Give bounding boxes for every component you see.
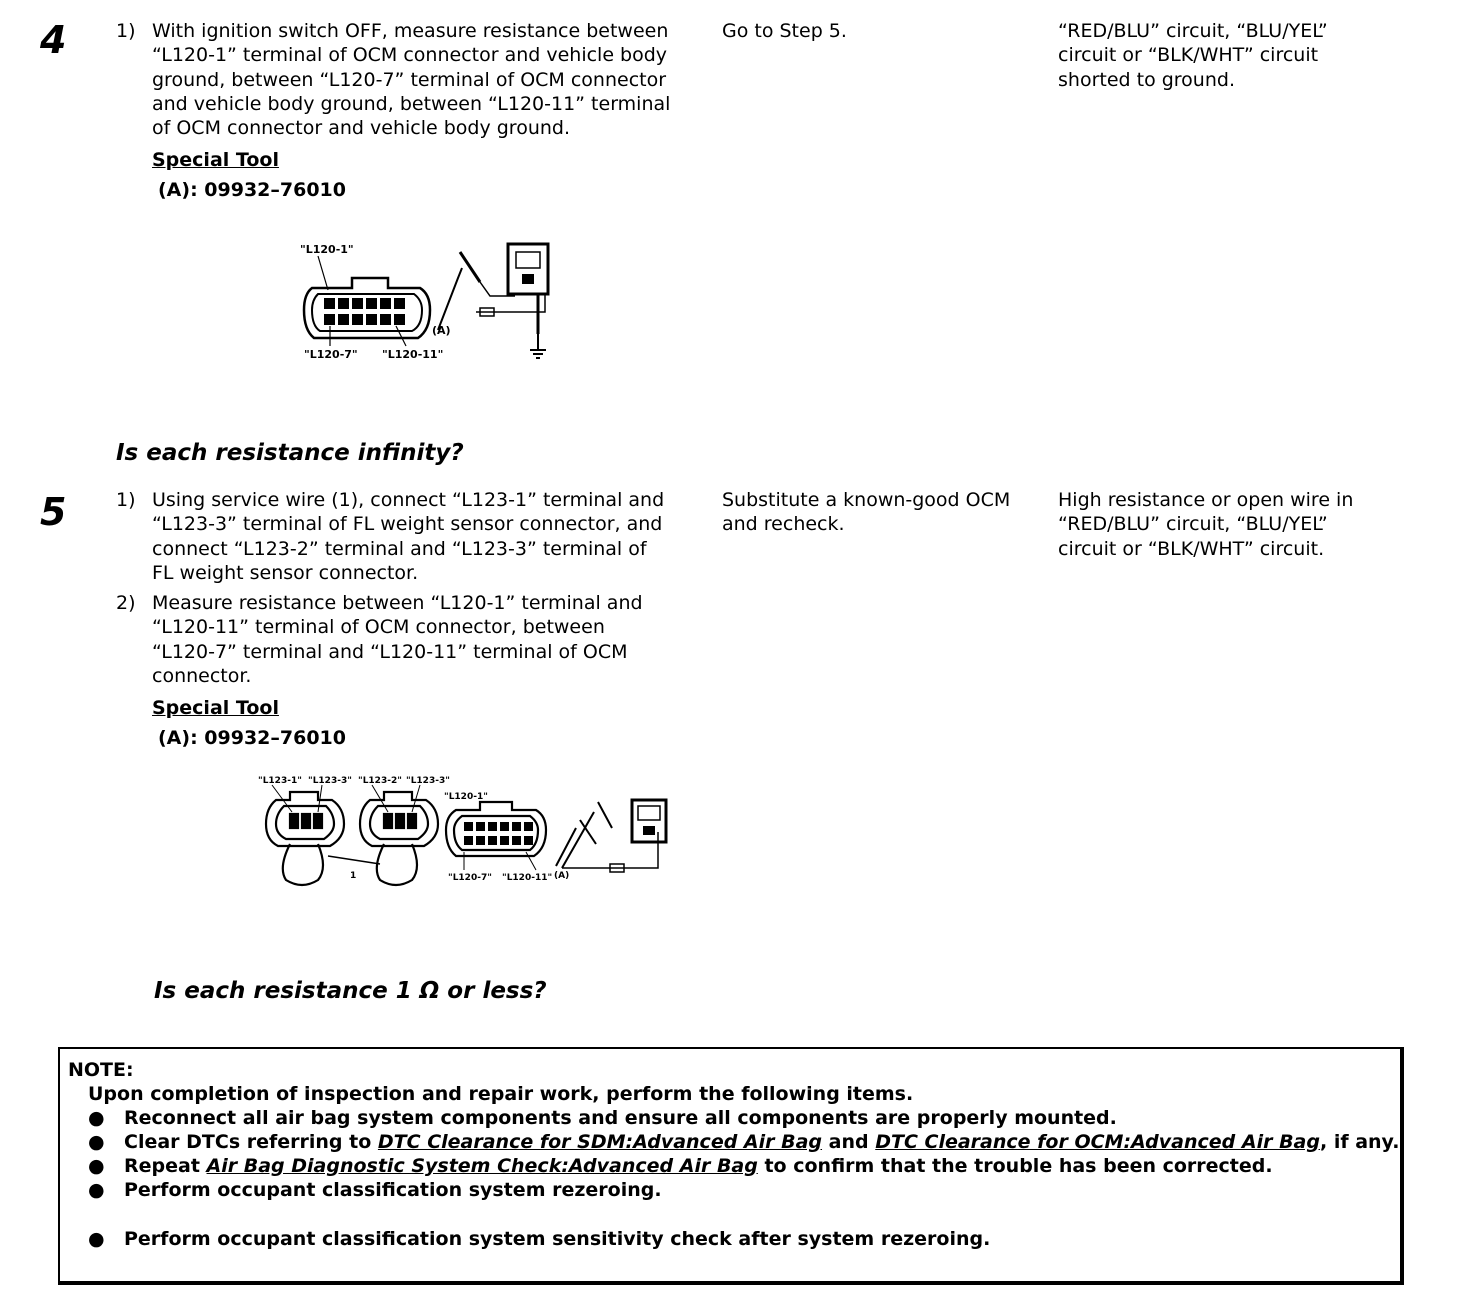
text-segment: , if any.	[1319, 1131, 1400, 1153]
note-item-4	[60, 1179, 1400, 1203]
step5-question: Is each resistance 1 Ω or less?	[154, 978, 547, 1004]
label-service-wire-1: 1	[350, 871, 357, 881]
step4-connector-diagram	[290, 238, 570, 366]
action-number: 1)	[116, 489, 136, 511]
action-line: “L123-3” terminal of FL weight sensor connector, and	[152, 513, 663, 536]
text-segment: Clear DTCs referring to	[124, 1131, 378, 1153]
note-item-5	[60, 1228, 1400, 1252]
action-text	[152, 591, 712, 688]
special-tool-value: (A): 09932–76010	[158, 727, 346, 749]
step5-no-result	[1058, 488, 1353, 561]
label-l123-1: "L123-1"	[258, 776, 302, 786]
action-line: Using service wire (1), connect “L123-1” terminal and	[152, 489, 665, 511]
link-dtc-clearance-ocm[interactable]: DTC Clearance for OCM:Advanced Air Bag	[875, 1131, 1320, 1153]
special-tool-heading: Special Tool	[152, 149, 279, 171]
note-item-2	[60, 1131, 1400, 1155]
label-l120-1: "L120-1"	[444, 792, 488, 802]
action-line: connector.	[152, 664, 252, 687]
note-item-text: Reconnect all air bag system components and ensure all components are properly mounted.	[124, 1107, 1117, 1129]
no-line: High resistance or open wire in	[1058, 489, 1354, 511]
no-line: “RED/BLU” circuit, “BLU/YEL”	[1058, 20, 1328, 42]
note-item-3	[60, 1155, 1400, 1179]
step5-connector-diagram	[258, 772, 674, 890]
action-line: “L120-11” terminal of OCM connector, between	[152, 616, 605, 639]
special-tool-heading: Special Tool	[152, 697, 279, 719]
label-a: (A)	[432, 324, 451, 337]
step-number-5: 5	[40, 490, 67, 534]
label-l120-7: "L120-7"	[304, 348, 358, 361]
no-line: circuit or “BLK/WHT” circuit.	[1058, 537, 1325, 560]
bullet-icon: ●	[88, 1155, 105, 1177]
no-line: “RED/BLU” circuit, “BLU/YEL”	[1058, 513, 1328, 536]
no-line: shorted to ground.	[1058, 68, 1235, 91]
label-a: (A)	[554, 871, 570, 881]
step-number-4: 4	[40, 18, 67, 62]
step4-yes-result	[722, 19, 847, 43]
step4-question: Is each resistance infinity?	[116, 440, 464, 466]
note-item-text: Perform occupant classification system rezeroing.	[124, 1179, 662, 1201]
bullet-icon: ●	[88, 1131, 105, 1153]
action-line: With ignition switch OFF, measure resistance between	[152, 20, 669, 42]
note-title: NOTE:	[68, 1059, 134, 1081]
no-line: circuit or “BLK/WHT” circuit	[1058, 44, 1319, 67]
note-item-text: Perform occupant classification system sensitivity check after system rezeroing.	[124, 1228, 991, 1250]
text-segment: to confirm that the trouble has been corrected.	[757, 1155, 1273, 1177]
fl-weight-sensor-connector	[266, 785, 344, 885]
note-item-1	[60, 1107, 1400, 1131]
action-text	[152, 19, 712, 140]
label-l123-3b: "L123-3"	[406, 776, 450, 786]
link-dtc-clearance-sdm[interactable]: DTC Clearance for SDM:Advanced Air Bag	[377, 1131, 823, 1153]
action-line: Measure resistance between “L120-1” terminal and	[152, 592, 643, 614]
bullet-icon: ●	[88, 1228, 105, 1250]
note-item-text	[124, 1131, 1399, 1153]
terminal-grid	[464, 822, 533, 845]
yes-line: Go to Step 5.	[722, 20, 847, 42]
text-segment: Repeat	[124, 1155, 207, 1177]
yes-line: Substitute a known-good OCM	[722, 489, 1011, 511]
action-line: “L120-1” terminal of OCM connector and vehicle body	[152, 44, 668, 67]
fl-weight-sensor-connector-2	[360, 785, 438, 885]
text-segment: and	[822, 1131, 876, 1153]
label-l123-3a: "L123-3"	[308, 776, 352, 786]
note-item-text	[124, 1155, 1273, 1177]
terminal-grid	[324, 298, 405, 325]
action-line: connect “L123-2” terminal and “L123-3” terminal of	[152, 537, 647, 560]
service-wire	[328, 856, 380, 864]
action-line: and vehicle body ground, between “L120-11” terminal	[152, 92, 671, 115]
ground-symbol	[530, 334, 546, 358]
probe-lead	[438, 268, 462, 330]
probe-lead-2	[562, 802, 612, 868]
label-l120-11: "L120-11"	[382, 348, 444, 361]
action-text	[152, 488, 712, 585]
bullet-icon: ●	[88, 1179, 105, 1201]
action-number: 2)	[116, 592, 136, 614]
label-l120-1: "L120-1"	[300, 243, 354, 256]
label-l123-2: "L123-2"	[358, 776, 402, 786]
step5-yes-result	[722, 488, 1010, 537]
bullet-icon: ●	[88, 1107, 105, 1129]
step4-no-result	[1058, 19, 1328, 92]
note-intro: Upon completion of inspection and repair work, perform the following items.	[88, 1083, 914, 1105]
note-box	[58, 1047, 1404, 1285]
action-line: FL weight sensor connector.	[152, 561, 419, 584]
link-air-bag-diagnostic-check[interactable]: Air Bag Diagnostic System Check:Advanced Air Bag	[206, 1155, 758, 1177]
action-line: ground, between “L120-7” terminal of OCM connector	[152, 68, 667, 91]
probe-tip	[460, 252, 480, 282]
special-tool-value: (A): 09932–76010	[158, 179, 346, 201]
action-line: of OCM connector and vehicle body ground.	[152, 117, 571, 140]
action-line: “L120-7” terminal and “L120-11” terminal of OCM	[152, 640, 628, 663]
label-l120-11: "L120-11"	[502, 873, 553, 883]
action-number: 1)	[116, 20, 136, 42]
label-l120-7: "L120-7"	[448, 873, 492, 883]
yes-line: and recheck.	[722, 513, 845, 536]
